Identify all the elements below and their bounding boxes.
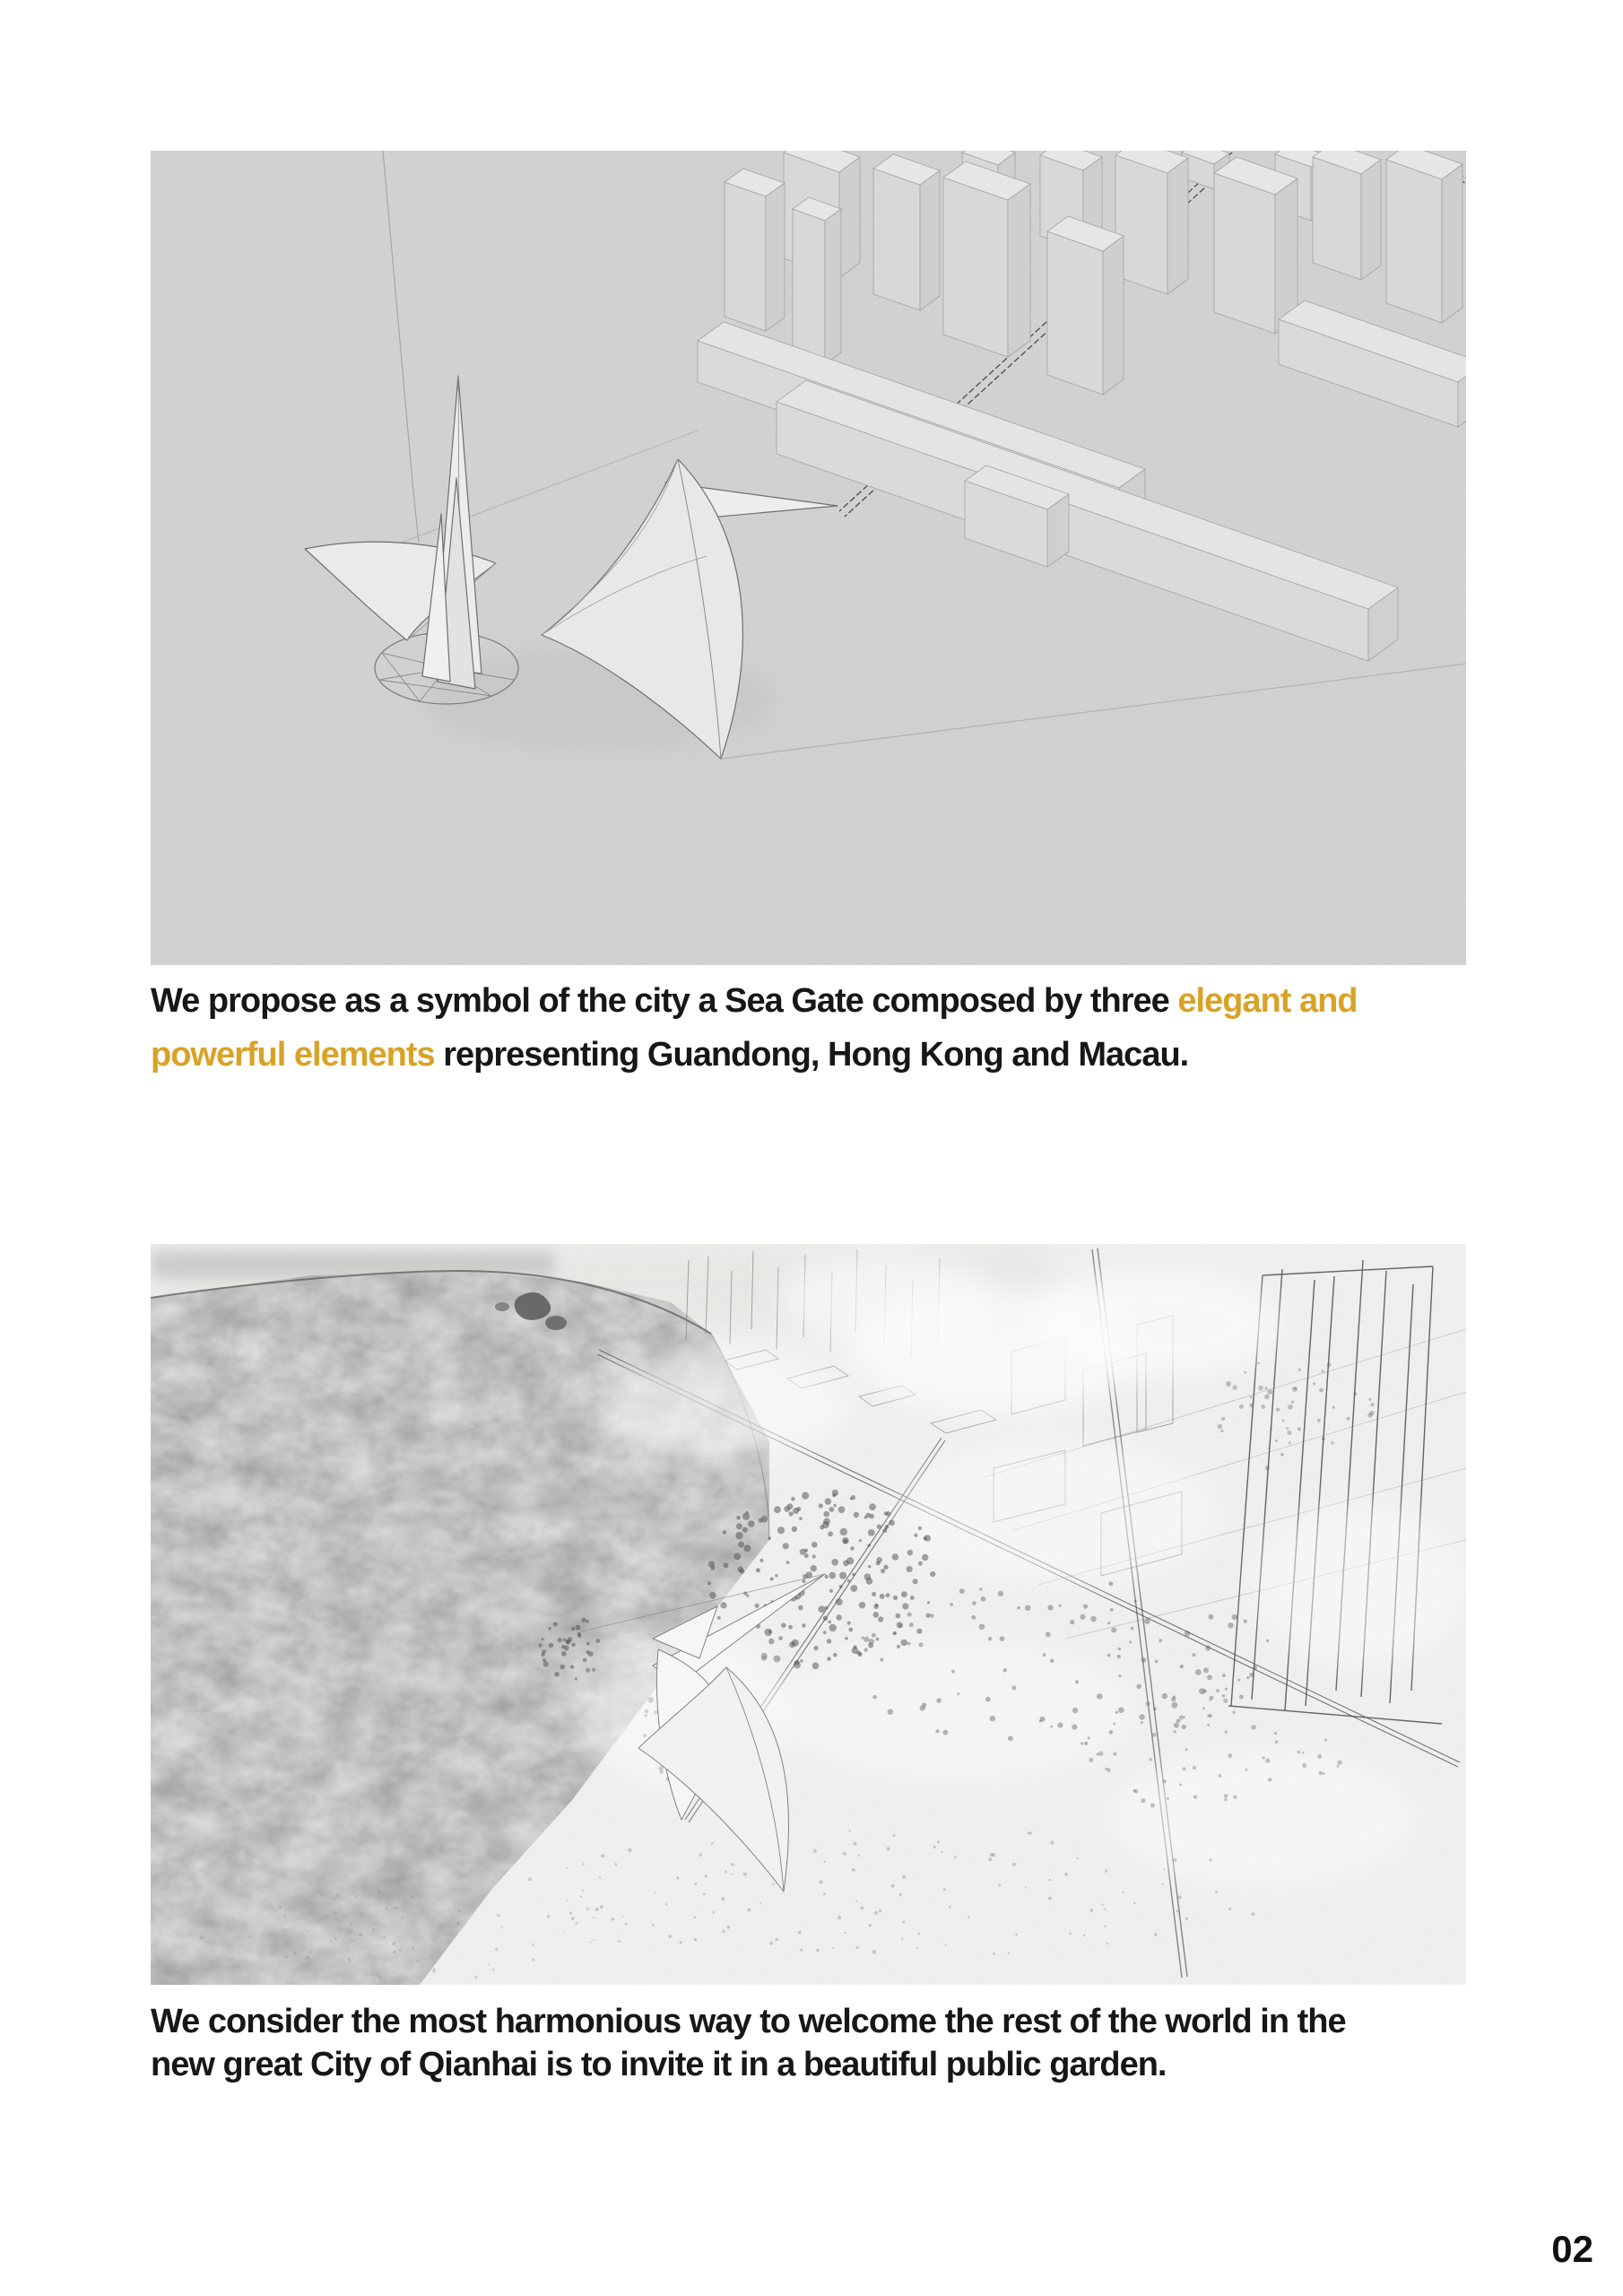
caption-text: new great City of Qianhai is to invite it in a beautiful public garden. <box>151 2046 1167 2083</box>
aerial-garden-sketch-figure <box>151 1244 1466 1985</box>
page-number: 02 <box>1551 2228 1593 2270</box>
caption-highlight: powerful elements <box>151 1036 435 1074</box>
sea-gate-render-figure <box>151 151 1466 965</box>
sea-gate-caption <box>151 974 1358 1082</box>
caption-text: We consider the most harmonious way to welcome the rest of the world in the <box>151 2003 1346 2040</box>
caption-text: representing Guandong, Hong Kong and Macau. <box>434 1036 1189 1074</box>
caption-highlight: elegant and <box>1177 982 1358 1020</box>
caption-text: We propose as a symbol of the city a Sea Gate composed by three <box>151 982 1178 1020</box>
caption-line <box>151 2043 1346 2086</box>
caption-line <box>151 974 1358 1028</box>
caption-line <box>151 2000 1346 2043</box>
caption-line <box>151 1028 1358 1082</box>
aerial-garden-sketch-image <box>151 1244 1466 1985</box>
garden-caption <box>151 2000 1346 2086</box>
sea-gate-render-image <box>151 151 1466 965</box>
